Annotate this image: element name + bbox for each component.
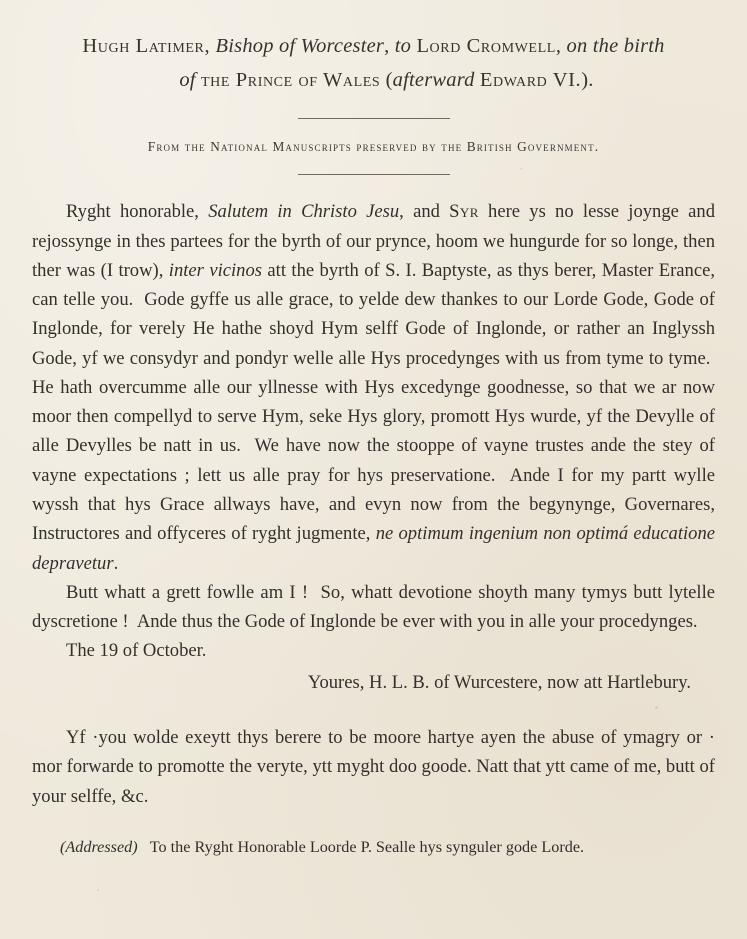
address-line — [32, 835, 715, 861]
addressed-text: To the Ryght Honorable Loorde P. Sealle hys synguler gode Lorde. — [149, 837, 585, 856]
spacer — [32, 697, 715, 723]
divider-rule-top — [298, 118, 450, 119]
paper-speck — [520, 168, 522, 170]
letter-body — [32, 197, 715, 860]
paragraph-3: The 19 of October. — [66, 640, 207, 662]
letter-signature: Youres, H. L. B. of Wurcestere, now att Hartlebury. — [307, 671, 691, 693]
document-title — [50, 32, 697, 95]
title-line-1: Hugh Latimer, Bishop of Worcester, to Lord Cromwell, on the birth — [82, 35, 665, 57]
title-line-2: of the Prince of Wales (afterward Edward VI.). — [179, 69, 594, 92]
postscript-paragraph: Yf ·you wolde exeytt thys berere to be moore hartye ayen the abuse of ymagry or · mor forwarde to promotte the veryte, ytt myght doo goode. Natt that ytt came of me, butt of your selffe, &c. — [32, 727, 715, 807]
addressed-label: (Addressed) — [60, 837, 138, 856]
divider-rule-bottom — [298, 174, 450, 175]
paragraph-2: Butt whatt a grett fowlle am I ! So, whatt devotione shoyth many tymys butt lytelle dyscretione ! Ande thus the Gode of Inglonde be ever with you in alle your procedynges. — [32, 581, 715, 633]
paragraph-1: Ryght honorable, Salutem in Christo Jesu, and Syr here ys no lesse joynge and rejossynge in thes partees for the byrth of our prynce, hoom we hungurde for so longe, then ther was (I trow), inter vicinos att the byrth of S. I. Baptyste, as thys berer, Master Erance, can telle you. Gode gyffe us alle grace, to yelde dew thankes to our Lorde Gode, Gode of Inglonde, for verely He hathe shoyd Hym selff Gode of Inglonde, or rather an Inglyssh Gode, yf we consydyr and pondyr welle alle Hys procedynges with us from tyme to tyme. He hath overcumme alle our yllnesse with Hys excedynge goodnesse, so that we ar now moor then compellyd to serve Hym, seke Hys glory, promott Hys wurde, yf the Devylle of alle Devylles be natt in us. We have now the stooppe of vayne trustes ande the stey of vayne expectations ; lett us alle pray for hys preservatione. Ande I for my partt wylle wyssh that hys Grace allways have, and evyn now from the begynynge, Governares, Instructores and offyceres of ryght jugmente, ne optimum ingenium non optimá educatione depravetur. — [32, 201, 716, 574]
source-attribution: From the National Manuscripts preserved by the British Government. — [147, 139, 600, 155]
paper-speck — [97, 889, 99, 891]
